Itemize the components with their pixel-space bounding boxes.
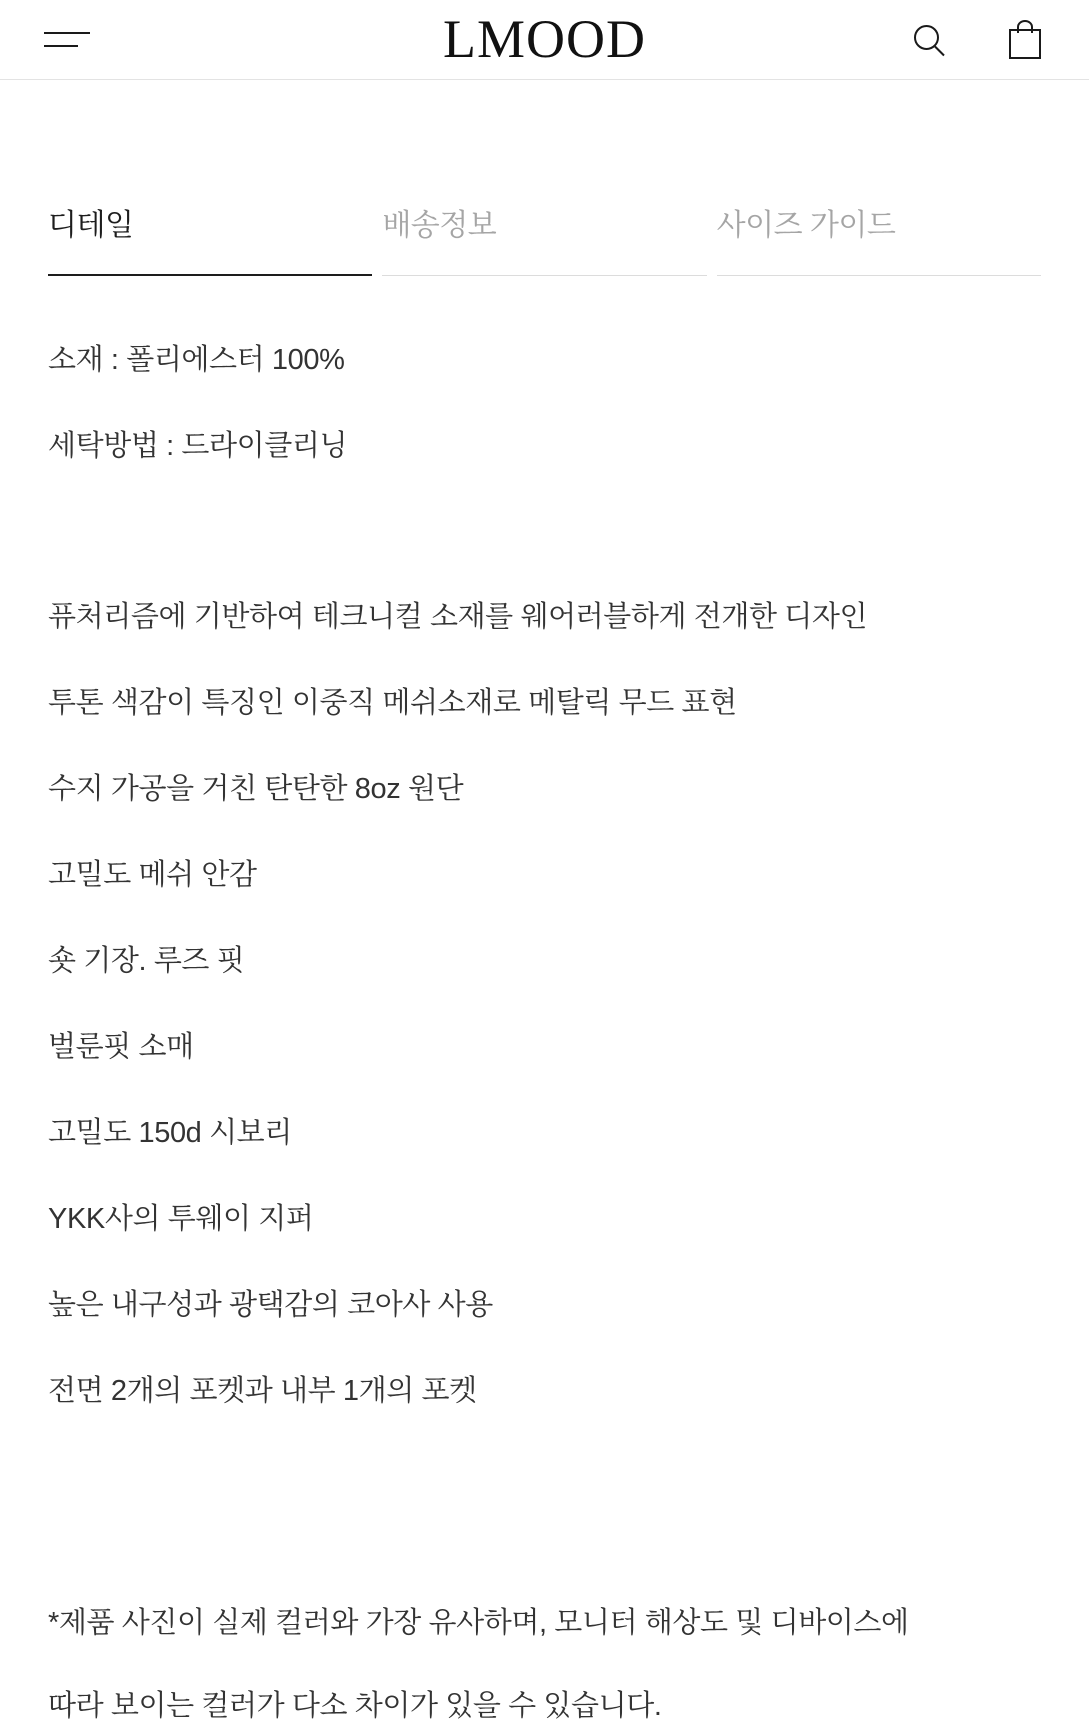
tab-detail[interactable]: 디테일 bbox=[48, 200, 372, 276]
description-line: 전면 2개의 포켓과 내부 1개의 포켓 bbox=[48, 1375, 477, 1407]
description-line: 숏 기장. 루즈 핏 bbox=[48, 945, 245, 977]
site-header bbox=[0, 0, 1089, 80]
description-line: 벌룬핏 소매 bbox=[48, 1031, 194, 1063]
product-description bbox=[48, 589, 1041, 1420]
tab-shipping-info[interactable]: 배송정보 bbox=[382, 200, 706, 276]
tab-size-guide[interactable]: 사이즈 가이드 bbox=[717, 200, 1041, 276]
description-line: 투톤 색감이 특징인 이중직 메쉬소재로 메탈릭 무드 표현 bbox=[48, 687, 737, 719]
detail-panel bbox=[48, 332, 1041, 1733]
description-line: 고밀도 메쉬 안감 bbox=[48, 859, 257, 891]
search-icon[interactable] bbox=[909, 18, 949, 62]
product-info-tabs bbox=[48, 200, 1041, 276]
menu-line-1 bbox=[44, 32, 90, 34]
description-line: 고밀도 150d 시보리 bbox=[48, 1117, 292, 1149]
hamburger-menu-icon[interactable] bbox=[44, 23, 90, 57]
header-actions bbox=[909, 18, 1045, 62]
spacer bbox=[48, 1449, 1041, 1567]
description-line: 퓨처리즘에 기반하여 테크니컬 소재를 웨어러블하게 전개한 디자인 bbox=[48, 601, 868, 633]
color-disclaimer bbox=[48, 1596, 1041, 1733]
spec-line: 소재 : 폴리에스터 100% bbox=[48, 344, 345, 376]
disclaimer-line: 따라 보이는 컬러가 다소 차이가 있을 수 있습니다. bbox=[48, 1690, 662, 1722]
description-line: 높은 내구성과 광택감의 코아사 사용 bbox=[48, 1289, 493, 1321]
description-line: YKK사의 투웨이 지퍼 bbox=[48, 1203, 314, 1235]
menu-line-2 bbox=[44, 45, 78, 47]
shopping-bag-icon[interactable] bbox=[1005, 18, 1045, 62]
spec-line: 세탁방법 : 드라이클리닝 bbox=[48, 430, 348, 462]
disclaimer-line: *제품 사진이 실제 컬러와 가장 유사하며, 모니터 해상도 및 디바이스에 bbox=[48, 1607, 909, 1639]
spacer bbox=[48, 504, 1041, 560]
description-line: 수지 가공을 거친 탄탄한 8oz 원단 bbox=[48, 773, 464, 805]
brand-logo[interactable]: LMOOD bbox=[443, 8, 646, 69]
material-spec bbox=[48, 332, 1041, 475]
